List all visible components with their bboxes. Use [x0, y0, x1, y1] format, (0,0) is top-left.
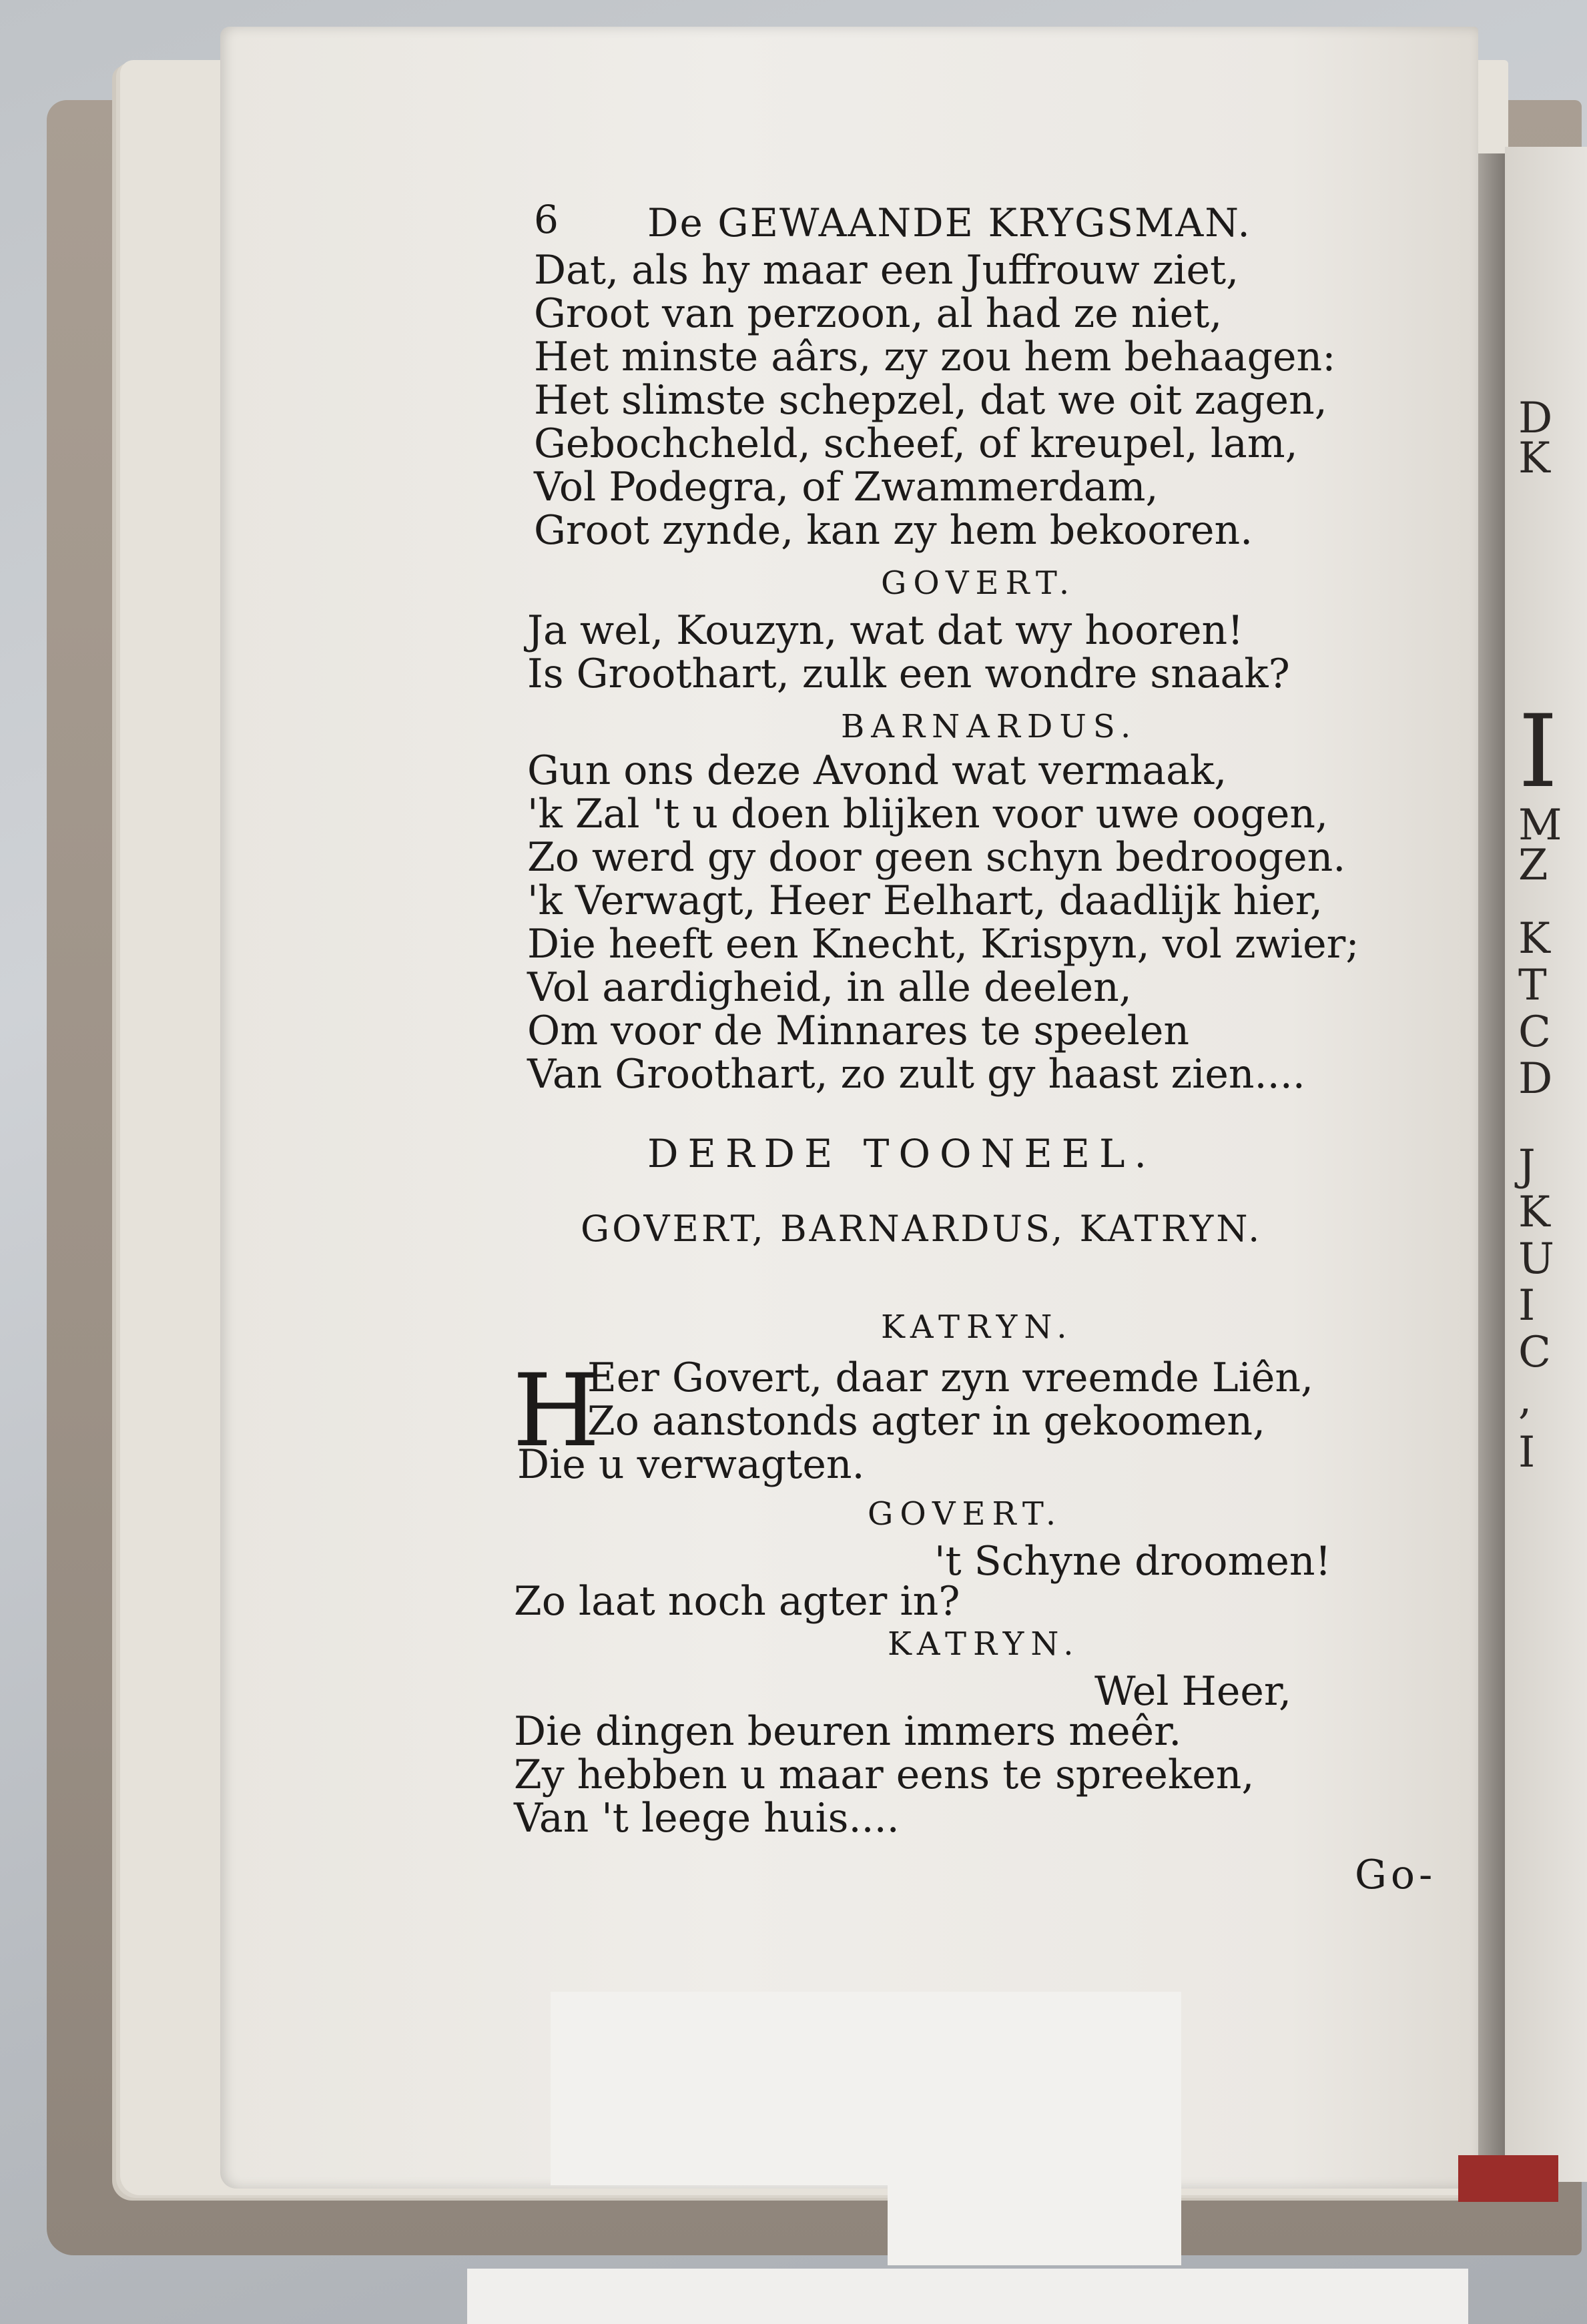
page-number: 6 — [534, 197, 560, 242]
right-page-fragment: C — [1518, 1328, 1551, 1377]
redaction-block — [888, 2185, 1181, 2265]
verse-line: Het slimste schepzel, dat we oit zagen, — [534, 377, 1327, 424]
right-page-fragment: U — [1518, 1234, 1554, 1284]
verse-line: Gebochcheld, scheef, of kreupel, lam, — [534, 420, 1298, 467]
verse-line: Zy hebben u maar eens te spreeken, — [514, 1752, 1255, 1798]
verse-line: Het minste aârs, zy zou hem behaagen: — [534, 334, 1336, 380]
right-page-fragment: K — [1518, 1188, 1550, 1237]
speaker-label: BARNARDUS. — [841, 708, 1138, 745]
verse-line: Groot zynde, kan zy hem bekooren. — [534, 507, 1253, 554]
scene-characters: GOVERT, BARNARDUS, KATRYN. — [581, 1208, 1263, 1250]
running-title: De GEWAANDE KRYGSMAN. — [647, 200, 1251, 246]
verse-line: Die u verwagten. — [517, 1441, 865, 1488]
verse-line: Is Groothart, zulk een wondre snaak? — [527, 651, 1290, 697]
speaker-label: GOVERT. — [881, 564, 1076, 602]
speaker-label: KATRYN. — [881, 1308, 1074, 1346]
bottom-strip — [467, 2269, 1468, 2324]
right-page-fragment: D — [1518, 394, 1553, 443]
verse-line: Eer Govert, daar zyn vreemde Liên, — [587, 1354, 1314, 1401]
verse-line: 'k Zal 't u doen blijken voor uwe oogen, — [527, 791, 1329, 837]
right-page-fragment: Z — [1518, 841, 1548, 890]
verse-line: Van 't leege huis.... — [514, 1795, 900, 1842]
verse-line: Van Groothart, zo zult gy haast zien.... — [527, 1051, 1305, 1098]
verse-line: 't Schyne droomen! — [934, 1538, 1331, 1585]
right-page-fragment: T — [1518, 961, 1547, 1010]
verse-line: Vol Podegra, of Zwammerdam, — [534, 464, 1159, 510]
speaker-label: KATRYN. — [888, 1625, 1080, 1663]
spine-ribbon — [1458, 2155, 1558, 2202]
verse-line: Vol aardigheid, in alle deelen, — [527, 964, 1132, 1011]
speaker-label: GOVERT. — [868, 1495, 1063, 1533]
right-page-fragment: K — [1518, 914, 1550, 963]
verse-line: Wel Heer, — [1094, 1668, 1292, 1715]
drop-cap: H — [513, 1353, 600, 1469]
verse-line: Die dingen beuren immers meêr. — [514, 1708, 1182, 1755]
verse-line: Ja wel, Kouzyn, wat dat wy hooren! — [527, 607, 1244, 654]
verse-line: Zo werd gy door geen schyn bedroogen. — [527, 834, 1346, 881]
verse-line: Gun ons deze Avond wat vermaak, — [527, 747, 1227, 794]
right-page-fragment: M — [1518, 801, 1562, 850]
right-page — [1505, 147, 1587, 2182]
right-page-fragment: J — [1518, 1141, 1536, 1190]
right-page-fragment: I — [1518, 694, 1558, 810]
right-page-fragment: D — [1518, 1054, 1553, 1104]
verse-line: Dat, als hy maar een Juffrouw ziet, — [534, 247, 1239, 294]
verse-line: Zo aanstonds agter in gekoomen, — [587, 1398, 1266, 1445]
redaction-block — [551, 1992, 1181, 2185]
verse-line: Om voor de Minnares te speelen — [527, 1008, 1190, 1054]
right-page-fragment: , — [1518, 1375, 1532, 1424]
verse-line: Die heeft een Knecht, Krispyn, vol zwier; — [527, 921, 1359, 967]
right-page-fragment: K — [1518, 434, 1550, 483]
verse-line: 'k Verwagt, Heer Eelhart, daadlijk hier, — [527, 877, 1323, 924]
right-page-fragment: I — [1518, 1281, 1536, 1330]
right-page-fragment: I — [1518, 1428, 1536, 1477]
right-page-fragment: C — [1518, 1008, 1551, 1057]
verse-line: Zo laat noch agter in? — [514, 1578, 960, 1625]
catchword: Go- — [1355, 1852, 1437, 1898]
scene-title: DERDE TOONEEL. — [647, 1131, 1156, 1176]
verse-line: Groot van perzoon, al had ze niet, — [534, 290, 1223, 337]
